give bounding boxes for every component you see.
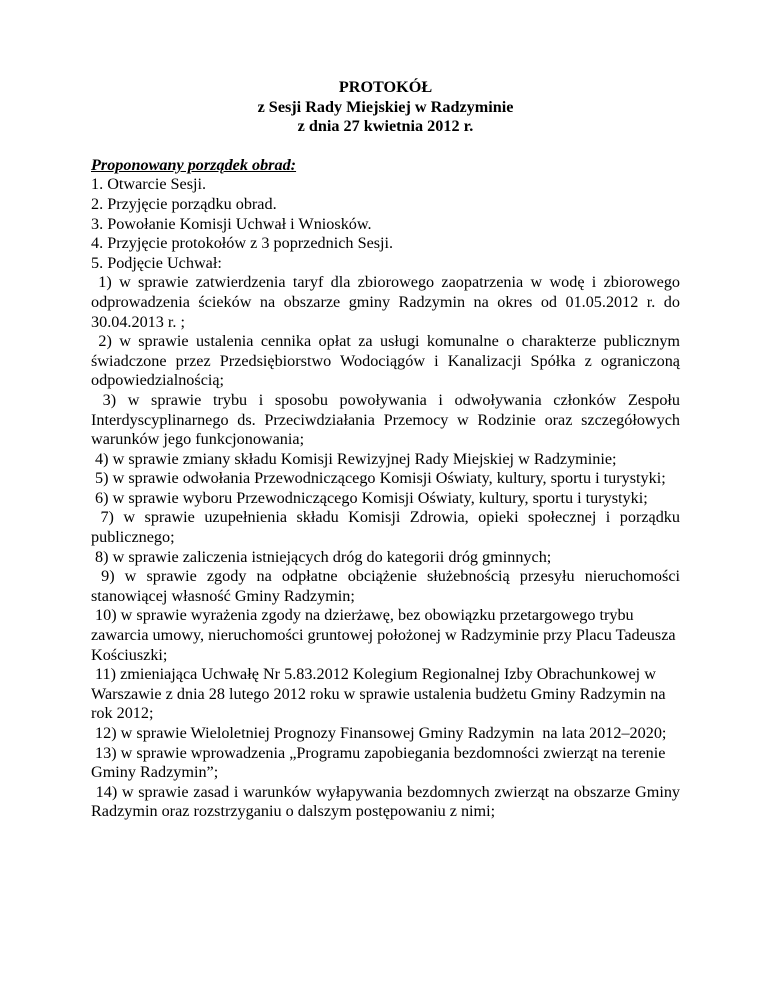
resolution-item: 5) w sprawie odwołania Przewodniczącego Komisji Oświaty, kultury, sportu i turystyki; xyxy=(91,469,666,488)
resolution-item: 13) w sprawie wprowadzenia „Programu zapobiegania bezdomności zwierząt na terenie Gminy Radzymin”; xyxy=(91,743,670,782)
resolution-item: 7) w sprawie uzupełnienia składu Komisji Zdrowia, opieki społecznej i porządku publicznego; xyxy=(91,508,685,547)
document-header xyxy=(91,78,680,137)
agenda-point: 2. Przyjęcie porządku obrad. xyxy=(91,194,277,213)
resolution-item: 8) w sprawie zaliczenia istniejących dróg do kategorii dróg gminnych; xyxy=(91,547,552,566)
agenda-point: 4. Przyjęcie protokołów z 3 poprzednich Sesji. xyxy=(91,234,394,253)
resolution-item: 14) w sprawie zasad i warunków wyłapywania bezdomnych zwierząt na obszarze Gminy Radzymin oraz rozstrzyganiu o dalszym postępowaniu z nimi; xyxy=(91,782,685,821)
document-page xyxy=(91,78,685,822)
resolution-item: 3) w sprawie trybu i sposobu powoływania i odwoływania członków Zespołu Interdyscyplinarnego ds. Przeciwdziałania Przemocy w Rodzinie oraz szczegółowych warunków jego funkcjonowania; xyxy=(91,390,685,449)
resolution-item: 2) w sprawie ustalenia cennika opłat za usługi komunalne o charakterze publicznym świadczone przez Przedsiębiorstwo Wodociągów i Kanalizacji Spółka z ograniczoną odpowiedzialnością; xyxy=(91,332,685,390)
agenda-point: 5. Podjęcie Uchwał: xyxy=(91,253,222,272)
document-title: PROTOKÓŁ xyxy=(338,78,433,96)
agenda-points xyxy=(91,175,680,273)
resolution-item: 10) w sprawie wyrażenia zgody na dzierżawę, bez obowiązku przetargowego trybu zawarcia umowy, nieruchomości gruntowej położonej w Radzyminie przy Placu Tadeusza Kościuszki; xyxy=(91,606,680,664)
resolution-item: 12) w sprawie Wieloletniej Prognozy Finansowej Gminy Radzymin na lata 2012–2020; xyxy=(91,724,667,742)
resolution-item: 6) w sprawie wyboru Przewodniczącego Komisji Oświaty, kultury, sportu i turystyki; xyxy=(91,488,648,507)
resolution-item: 1) w sprawie zatwierdzenia taryf dla zbiorowego zaopatrzenia w wodę i zbiorowego odprowadzenia ścieków na obszarze gminy Radzymin na okres od 01.05.2012 r. do 30.04.2013 r. ; xyxy=(91,273,685,331)
resolution-item: 4) w sprawie zmiany składu Komisji Rewizyjnej Rady Miejskiej w Radzyminie; xyxy=(91,449,617,468)
document-date: z dnia 27 kwietnia 2012 r. xyxy=(297,117,474,136)
resolution-item: 11) zmieniająca Uchwałę Nr 5.83.2012 Kolegium Regionalnej Izby Obrachunkowej w Warszawie z dnia 28 lutego 2012 roku w sprawie ustalenia budżetu Gminy Radzymin na rok 2012; xyxy=(91,665,670,723)
document-subtitle: z Sesji Rady Miejskiej w Radzyminie xyxy=(257,97,514,116)
agenda-point: 1. Otwarcie Sesji. xyxy=(91,175,207,194)
resolution-item: 9) w sprawie zgody na odpłatne obciążenie służebnością przesyłu nieruchomości stanowiącej własność Gminy Radzymin; xyxy=(91,567,685,605)
resolution-list xyxy=(91,273,685,822)
agenda-title: Proponowany porządek obrad: xyxy=(91,155,297,174)
agenda-point: 3. Powołanie Komisji Uchwał i Wniosków. xyxy=(91,214,372,233)
